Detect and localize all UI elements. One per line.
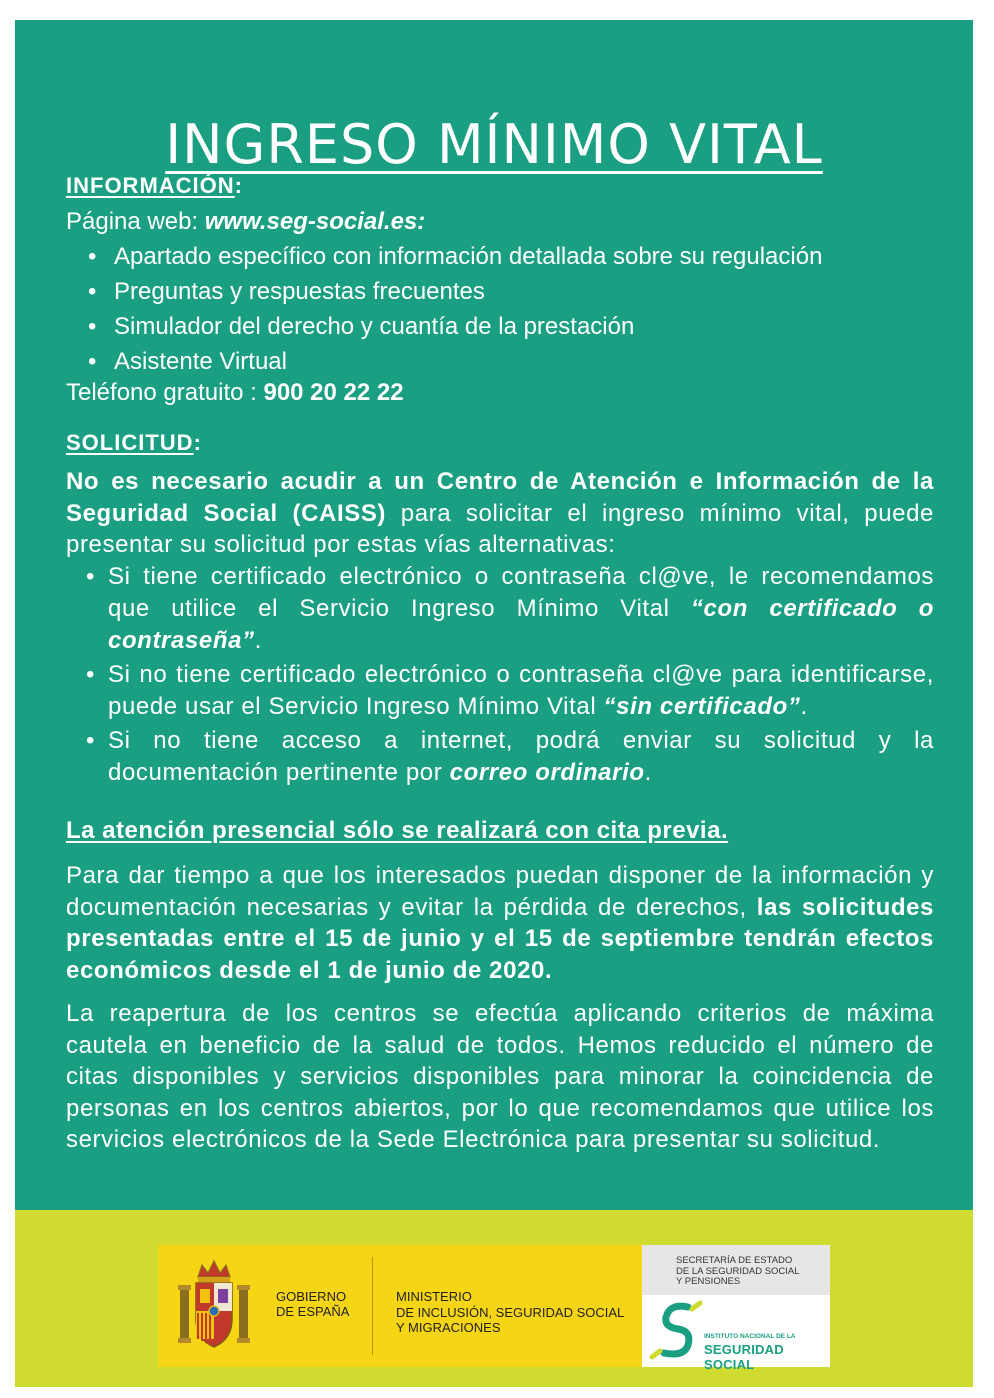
poster	[15, 20, 973, 1387]
plazo-paragraph: Para dar tiempo a que los interesados puedan disponer de la información y documentación necesarias y evitar la pérdida de derechos, las solicitudes presentadas entre el 15 de junio y el 15 de septiembre tendrán efectos económicos desde el 1 de junio de 2020.	[66, 862, 934, 984]
seguridad-social-name: SEGURIDAD SOCIAL	[704, 1342, 784, 1372]
list-item: • Preguntas y respuestas frecuentes	[88, 276, 934, 307]
list-item: • Apartado específico con información detallada sobre su regulación	[88, 241, 934, 272]
info-list	[66, 241, 934, 377]
seguridad-social-logo-icon	[648, 1299, 704, 1361]
web-label: Página web:	[66, 207, 205, 235]
instituto-label: INSTITUTO NACIONAL DE LA	[704, 1333, 796, 1340]
reapertura-paragraph: La reapertura de los centros se efectúa aplicando criterios de máxima cautela en beneficio de la salud de todos. Hemos reducido el número de citas disponibles y servicios disponibles para minorar la coincidencia de personas en los centros abiertos, por lo que recomendamos que utilice los servicios electrónicos de la Sede Electrónica para presentar su solicitud.	[66, 1000, 934, 1153]
web-line	[66, 206, 934, 238]
cita-previa-notice: La atención presencial sólo se realizará con cita previa.	[66, 816, 729, 844]
solicitud-intro: No es necesario acudir a un Centro de Atención e Información de la Seguridad Social (CAISS) para solicitar el ingreso mínimo vital, puede presentar su solicitud por estas vías alternativas:	[66, 468, 935, 558]
list-item: • Asistente Virtual	[88, 346, 934, 377]
list-item: • Si no tiene certificado electrónico o contraseña cl@ve para identificarse, puede usar el Servicio Ingreso Mínimo Vital “sin certificado”.	[86, 659, 934, 723]
list-item: • Si no tiene acceso a internet, podrá enviar su solicitud y la documentación pertinente por correo ordinario.	[86, 725, 934, 789]
ministerio-label: MINISTERIO DE INCLUSIÓN, SEGURIDAD SOCIAL Y MIGRACIONES	[396, 1289, 625, 1335]
secretaria-label: SECRETARÍA DE ESTADO DE LA SEGURIDAD SOCIAL Y PENSIONES	[642, 1245, 830, 1295]
phone-line	[66, 377, 934, 409]
poster-content	[66, 170, 934, 1168]
footer	[15, 1210, 973, 1387]
phone-number: 900 20 22 22	[263, 379, 404, 406]
info-heading: INFORMACIÓN:	[66, 173, 243, 198]
list-item: • Si tiene certificado electrónico o contraseña cl@ve, le recomendamos que utilice el Servicio Ingreso Mínimo Vital “con certificado o contraseña”.	[86, 561, 934, 657]
government-band	[158, 1245, 642, 1367]
alternatives-list	[66, 561, 934, 789]
solicitud-heading: SOLICITUD:	[66, 429, 202, 455]
page-title: INGRESO MÍNIMO VITAL	[165, 113, 823, 177]
web-url-link[interactable]: www.seg-social.es:	[204, 207, 426, 235]
list-item: • Simulador del derecho y cuantía de la prestación	[88, 311, 934, 342]
band-divider	[372, 1257, 373, 1355]
coat-of-arms-icon	[178, 1259, 250, 1351]
gobierno-label: GOBIERNO DE ESPAÑA	[276, 1289, 350, 1319]
phone-label: Teléfono gratuito :	[66, 379, 264, 406]
seguridad-social-logo-box	[642, 1245, 830, 1372]
